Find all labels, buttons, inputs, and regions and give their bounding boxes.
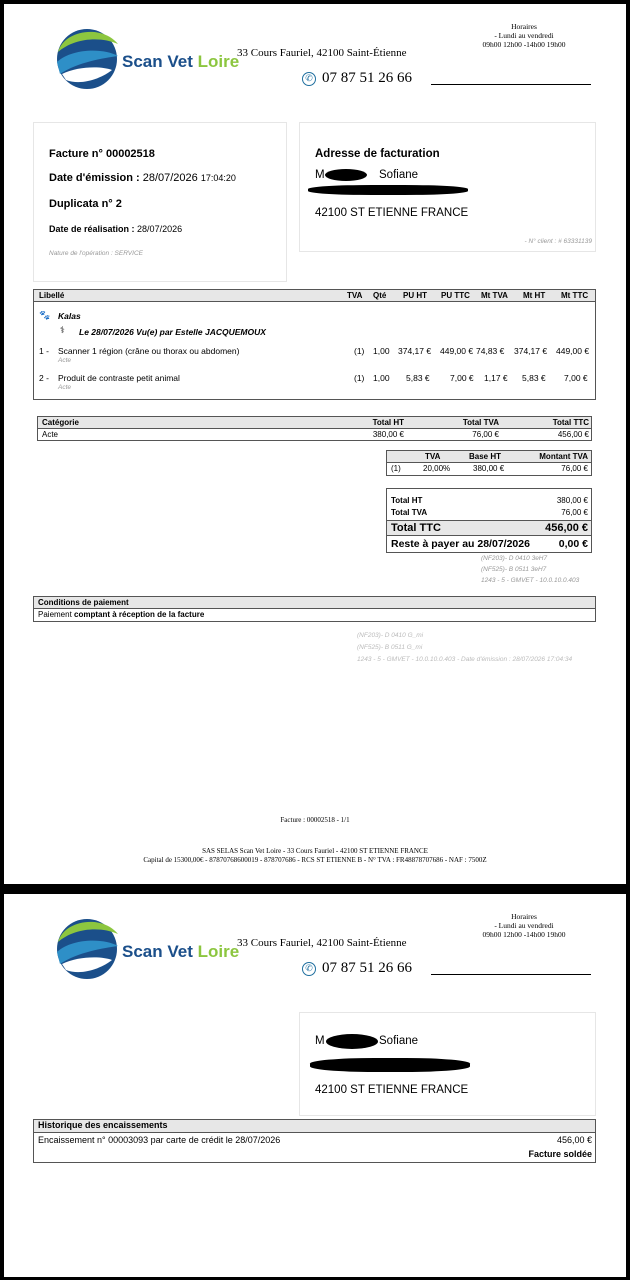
totals-box: [386, 488, 592, 553]
realisation-date-label: Date de réalisation :: [49, 224, 135, 234]
fiscal-code: (NF203)- D 0410 G_mi: [357, 632, 424, 639]
billing-city: 42100 ST ETIENNE FRANCE: [315, 207, 469, 219]
category-header-row: [38, 417, 591, 429]
category-total-tva: 76,00 €: [472, 430, 499, 439]
opening-hours: [444, 22, 604, 49]
col-header-category: Catégorie: [42, 418, 79, 427]
phone-underline: [431, 974, 591, 975]
phone-icon: ✆: [302, 962, 316, 976]
company-name: Scan Vet Loire: [122, 942, 240, 961]
page-number: Facture : 00002518 - 1/1: [280, 816, 350, 824]
col-header-mt-tva: Mt TVA: [481, 291, 508, 300]
realisation-date: [49, 224, 182, 234]
col-header-total-tva: Total TVA: [462, 418, 499, 427]
item-tva: (1): [354, 346, 365, 356]
fiscal-code: 1243 - 5 - GMVET - 10.0.10.0.403 - Date d'émission : 28/07/2026 17:04:34: [357, 656, 573, 663]
item-label: Scanner 1 région (crâne ou thorax ou abdomen): [58, 346, 240, 356]
recipient-address-box: [299, 1012, 596, 1116]
item-mt-tva: 74,83 €: [476, 346, 505, 356]
fiscal-code: (NF525)- B 0511 G_mi: [357, 644, 423, 651]
col-header-mt-ht: Mt HT: [523, 291, 546, 300]
category-total-ttc: 456,00 €: [557, 430, 589, 439]
invoice-date: [49, 172, 236, 184]
item-label: Produit de contraste petit animal: [58, 373, 180, 383]
billing-name-suffix: Sofiane: [379, 169, 419, 181]
duplicate-number: Duplicata n° 2: [49, 198, 122, 210]
total-tva-label: Total TVA: [391, 508, 428, 517]
redaction-mark: [310, 1058, 470, 1072]
hours-days: - Lundi au vendredi: [494, 921, 554, 930]
invoice-lines-table: [33, 289, 596, 400]
footer-line: Capital de 15300,00€ - 87870768600019 - 878707686 - RCS ST ETIENNE B - N° TVA : FR48878707686 - NAF : 7500Z: [143, 856, 487, 864]
vat-rate: 20,00%: [423, 464, 451, 473]
total-ht-value: 380,00 €: [556, 496, 588, 505]
item-pu-ttc: 7,00 €: [450, 373, 474, 383]
invoice-status: Facture soldée: [528, 1149, 592, 1159]
payment-entry: Encaissement n° 00003093 par carte de crédit le 28/07/2026: [38, 1135, 281, 1145]
fiscal-codes: [481, 553, 579, 586]
payment-terms-text: [34, 609, 595, 620]
vat-code: (1): [391, 464, 401, 473]
fiscal-code: 1243 - 5 - GMVET - 10.0.10.0.403: [481, 577, 580, 584]
hours-title: Horaires: [511, 22, 537, 31]
hours-days: - Lundi au vendredi: [494, 31, 554, 40]
total-ttc-value: 456,00 €: [545, 522, 588, 534]
item-pu-ht: 374,17 €: [398, 346, 432, 356]
category-total-ht: 380,00 €: [372, 430, 404, 439]
col-header-tva: TVA: [347, 291, 363, 300]
item-mt-ht: 374,17 €: [514, 346, 548, 356]
vat-base: 380,00 €: [473, 464, 505, 473]
item-pu-ht: 5,83 €: [406, 373, 430, 383]
hours-title: Horaires: [511, 912, 537, 921]
recipient-name-suffix: Sofiane: [379, 1035, 419, 1047]
company-name: Scan Vet Loire: [122, 52, 240, 71]
animal-name: Kalas: [58, 311, 81, 321]
item-mt-ttc: 449,00 €: [556, 346, 590, 356]
amount-due-label: Reste à payer au 28/07/2026: [391, 538, 530, 550]
category-row: [38, 429, 591, 441]
redaction-mark: [326, 1034, 378, 1049]
realisation-date-value: 28/07/2026: [137, 224, 183, 234]
invoice-date-value: 28/07/2026: [142, 172, 198, 184]
recipient-name-prefix: M: [315, 1035, 325, 1047]
payment-amount: 456,00 €: [556, 1135, 592, 1145]
col-header-pu-ht: PU HT: [403, 291, 427, 300]
fiscal-codes-2: [357, 630, 572, 666]
item-type: Acte: [58, 384, 72, 391]
col-header-label: Libellé: [39, 291, 65, 300]
item-type: Acte: [58, 357, 72, 364]
billing-address-box: [299, 122, 596, 252]
payment-text-prefix: Paiement: [38, 610, 72, 619]
col-header-vat: TVA: [425, 452, 441, 461]
hours-times: 09h00 12h00 -14h00 19h00: [482, 40, 566, 49]
billing-name-prefix: M: [315, 169, 325, 181]
company-address: 33 Cours Fauriel, 42100 Saint-Étienne: [237, 937, 407, 949]
payment-terms-title: Conditions de paiement: [34, 597, 595, 609]
visit-info: Le 28/07/2026 Vu(e) par Estelle JACQUEMOUX: [79, 327, 266, 337]
category-name: Acte: [42, 430, 59, 439]
redaction-mark: [325, 169, 367, 181]
invoice-time-value: 17:04:20: [200, 173, 236, 183]
item-mt-tva: 1,17 €: [484, 373, 508, 383]
logo-swoosh-icon: [52, 22, 122, 92]
hours-times: 09h00 12h00 -14h00 19h00: [482, 930, 566, 939]
recipient-city: 42100 ST ETIENNE FRANCE: [315, 1084, 469, 1096]
paw-icon: 🐾: [39, 310, 51, 320]
payment-history-title: Historique des encaissements: [34, 1120, 595, 1133]
vat-header-row: [387, 451, 591, 463]
logo-swoosh-icon: [52, 912, 122, 982]
category-table: [37, 416, 592, 441]
company-phone: [302, 70, 412, 87]
payment-history-box: [33, 1119, 596, 1163]
col-header-total-ttc: Total TTC: [552, 418, 589, 427]
col-header-pu-ttc: PU TTC: [441, 291, 470, 300]
client-number: - N° client : # 63331139: [524, 238, 592, 245]
col-header-qty: Qté: [373, 291, 387, 300]
total-ht-label: Total HT: [391, 496, 423, 505]
phone-icon: ✆: [302, 72, 316, 86]
total-tva-value: 76,00 €: [561, 508, 588, 517]
opening-hours: [444, 912, 604, 939]
col-header-vat-amount: Montant TVA: [539, 452, 588, 461]
payment-text-bold: comptant à réception de la facture: [74, 610, 205, 619]
item-mt-ttc: 7,00 €: [564, 373, 588, 383]
item-qty: 1,00: [373, 373, 390, 383]
redaction-mark: [308, 185, 468, 195]
item-index: 2 -: [39, 373, 49, 383]
vat-table: [386, 450, 592, 476]
company-footer: [4, 847, 626, 865]
total-ttc-row: [387, 520, 591, 536]
vat-amount: 76,00 €: [561, 464, 588, 473]
item-pu-ttc: 449,00 €: [440, 346, 474, 356]
invoice-number: Facture n° 00002518: [49, 148, 155, 160]
footer-line: SAS SELAS Scan Vet Loire - 33 Cours Fauriel - 42100 ST ETIENNE FRANCE: [202, 847, 428, 855]
stethoscope-icon: ⚕: [60, 325, 65, 335]
company-logo: [52, 22, 252, 92]
invoice-date-label: Date d'émission :: [49, 172, 140, 184]
phone-number: 07 87 51 26 66: [322, 70, 412, 86]
vat-row: [387, 463, 591, 475]
operation-nature: Nature de l'opération : SERVICE: [49, 250, 143, 257]
col-header-mt-ttc: Mt TTC: [561, 291, 589, 300]
invoice-info-box: [33, 122, 287, 282]
fiscal-code: (NF525)- B 0511 3eH7: [481, 566, 547, 573]
item-tva: (1): [354, 373, 365, 383]
item-index: 1 -: [39, 346, 49, 356]
company-address: 33 Cours Fauriel, 42100 Saint-Étienne: [237, 47, 407, 59]
billing-title: Adresse de facturation: [315, 148, 440, 160]
item-qty: 1,00: [373, 346, 390, 356]
phone-underline: [431, 84, 591, 85]
fiscal-code: (NF203)- D 0410 3eH7: [481, 555, 548, 562]
item-mt-ht: 5,83 €: [522, 373, 546, 383]
amount-due-value: 0,00 €: [558, 538, 588, 550]
lines-header-row: [34, 290, 595, 302]
col-header-total-ht: Total HT: [372, 418, 404, 427]
phone-number: 07 87 51 26 66: [322, 960, 412, 976]
invoice-page-1: [4, 4, 626, 884]
total-ttc-label: Total TTC: [391, 522, 441, 534]
col-header-base-ht: Base HT: [469, 452, 502, 461]
company-phone: [302, 960, 412, 977]
payment-terms-box: [33, 596, 596, 622]
invoice-page-2: [4, 894, 626, 1277]
company-logo: [52, 912, 252, 982]
